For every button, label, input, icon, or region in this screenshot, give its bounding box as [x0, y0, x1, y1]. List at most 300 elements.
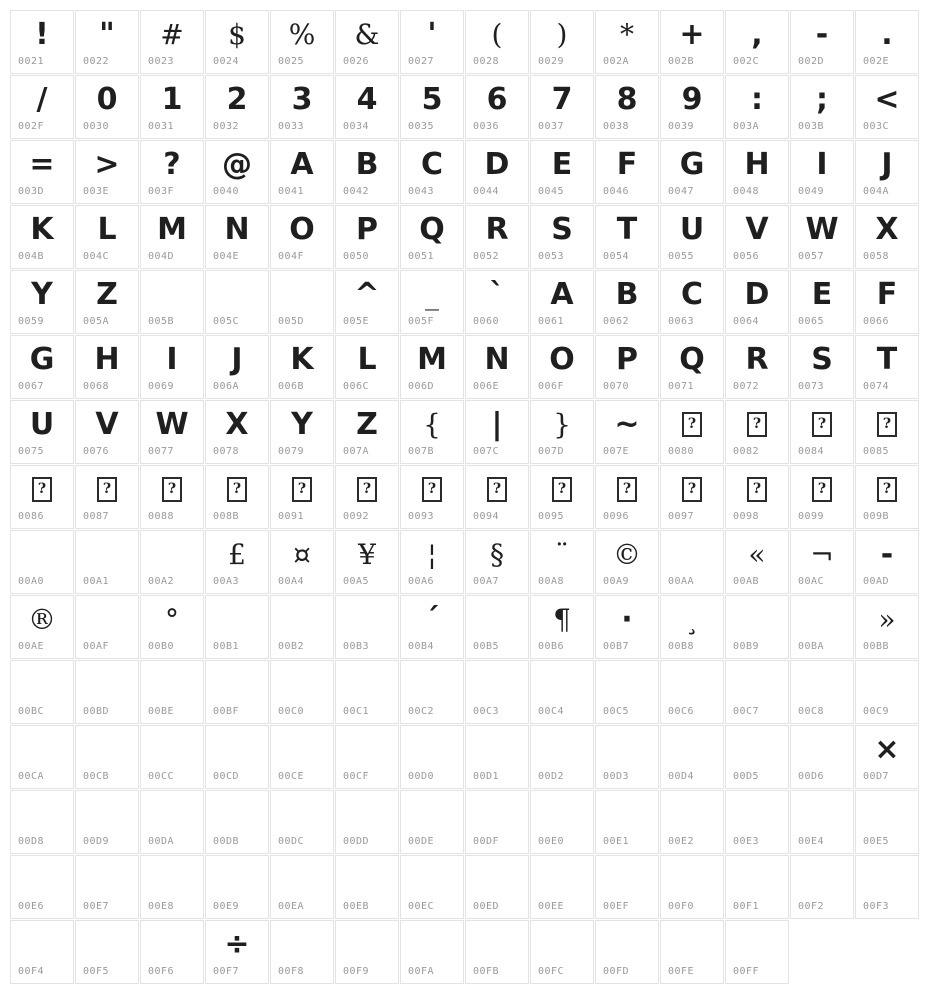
- glyph-cell-006F[interactable]: [530, 335, 594, 399]
- glyph-cell-0052[interactable]: [465, 205, 529, 269]
- glyph-cell-0036[interactable]: [465, 75, 529, 139]
- glyph-cell-00A7[interactable]: [465, 530, 529, 594]
- glyph: G: [29, 342, 55, 377]
- code-label: 00CF: [343, 771, 370, 782]
- glyph-cell-0099[interactable]: [790, 465, 854, 529]
- glyph-cell-009B[interactable]: [855, 465, 919, 529]
- code-label: 00F1: [733, 901, 760, 912]
- glyph-cell-007B[interactable]: [400, 400, 464, 464]
- glyph-cell-00AB[interactable]: [725, 530, 789, 594]
- glyph-cell-00E3[interactable]: [725, 790, 789, 854]
- glyph-cell-0025[interactable]: [270, 10, 334, 74]
- glyph-cell-00D6[interactable]: [790, 725, 854, 789]
- glyph-cell-00BE[interactable]: [140, 660, 204, 724]
- glyph-cell-00C0[interactable]: [270, 660, 334, 724]
- glyph-cell-0091[interactable]: [270, 465, 334, 529]
- glyph-cell-0035[interactable]: [400, 75, 464, 139]
- code-label: 0063: [668, 316, 695, 327]
- glyph-cell-00D3[interactable]: [595, 725, 659, 789]
- glyph-cell-00F6[interactable]: [140, 920, 204, 984]
- glyph: B: [615, 277, 639, 312]
- glyph-cell-00C9[interactable]: [855, 660, 919, 724]
- glyph-cell-00CB[interactable]: [75, 725, 139, 789]
- glyph-cell-002F[interactable]: [10, 75, 74, 139]
- glyph: %: [288, 18, 316, 51]
- glyph-cell-0065[interactable]: [790, 270, 854, 334]
- glyph-cell-00DE[interactable]: [400, 790, 464, 854]
- code-label: 003A: [733, 121, 760, 132]
- code-label: 00CD: [213, 771, 240, 782]
- glyph-cell-00CE[interactable]: [270, 725, 334, 789]
- glyph-cell-00FD[interactable]: [595, 920, 659, 984]
- code-label: 0086: [18, 511, 45, 522]
- glyph-cell-0072[interactable]: [725, 335, 789, 399]
- glyph-cell-0046[interactable]: [595, 140, 659, 204]
- glyph-cell-0063[interactable]: [660, 270, 724, 334]
- glyph-cell-0051[interactable]: [400, 205, 464, 269]
- code-label: 0045: [538, 186, 565, 197]
- glyph-cell-0031[interactable]: [140, 75, 204, 139]
- glyph-cell-00B0[interactable]: [140, 595, 204, 659]
- glyph-cell-008B[interactable]: [205, 465, 269, 529]
- glyph-cell-0060[interactable]: [465, 270, 529, 334]
- glyph-cell-00B9[interactable]: [725, 595, 789, 659]
- glyph-cell-00C4[interactable]: [530, 660, 594, 724]
- glyph: G: [679, 147, 705, 182]
- glyph-cell-0076[interactable]: [75, 400, 139, 464]
- glyph: ©: [613, 538, 641, 571]
- code-label: 0033: [278, 121, 305, 132]
- glyph-cell-00A5[interactable]: [335, 530, 399, 594]
- glyph-cell-0088[interactable]: [140, 465, 204, 529]
- glyph-cell-005B[interactable]: [140, 270, 204, 334]
- glyph: I: [816, 147, 828, 182]
- glyph-cell-00CD[interactable]: [205, 725, 269, 789]
- glyph-cell-0073[interactable]: [790, 335, 854, 399]
- glyph-cell-0077[interactable]: [140, 400, 204, 464]
- glyph-cell-00FE[interactable]: [660, 920, 724, 984]
- glyph-cell-00FB[interactable]: [465, 920, 529, 984]
- glyph-cell-00EE[interactable]: [530, 855, 594, 919]
- code-label: 00CB: [83, 771, 110, 782]
- glyph-cell-003D[interactable]: [10, 140, 74, 204]
- code-label: 00C2: [408, 706, 435, 717]
- glyph-cell-00E8[interactable]: [140, 855, 204, 919]
- glyph-cell-00AE[interactable]: [10, 595, 74, 659]
- glyph-cell-0053[interactable]: [530, 205, 594, 269]
- glyph-cell-002D[interactable]: [790, 10, 854, 74]
- glyph: <: [874, 82, 900, 117]
- glyph-cell-007A[interactable]: [335, 400, 399, 464]
- glyph-cell-0094[interactable]: [465, 465, 529, 529]
- glyph-cell-00D5[interactable]: [725, 725, 789, 789]
- glyph-cell-0086[interactable]: [10, 465, 74, 529]
- glyph-cell-00D4[interactable]: [660, 725, 724, 789]
- glyph-cell-00F9[interactable]: [335, 920, 399, 984]
- glyph-cell-0039[interactable]: [660, 75, 724, 139]
- code-label: 005F: [408, 316, 435, 327]
- code-label: 003C: [863, 121, 890, 132]
- glyph-cell-00F7[interactable]: [205, 920, 269, 984]
- glyph-cell-004E[interactable]: [205, 205, 269, 269]
- glyph-cell-0028[interactable]: [465, 10, 529, 74]
- glyph-cell-00D8[interactable]: [10, 790, 74, 854]
- glyph: ¤: [293, 538, 311, 571]
- code-label: 0028: [473, 56, 500, 67]
- glyph-cell-00C7[interactable]: [725, 660, 789, 724]
- glyph-cell-00AD[interactable]: [855, 530, 919, 594]
- glyph-cell-00BA[interactable]: [790, 595, 854, 659]
- glyph-cell-003A[interactable]: [725, 75, 789, 139]
- glyph: ÷: [224, 927, 250, 962]
- glyph-cell-0074[interactable]: [855, 335, 919, 399]
- glyph-cell-0048[interactable]: [725, 140, 789, 204]
- glyph-cell-00EC[interactable]: [400, 855, 464, 919]
- glyph-cell-0049[interactable]: [790, 140, 854, 204]
- glyph: T: [876, 342, 898, 377]
- glyph-cell-002E[interactable]: [855, 10, 919, 74]
- code-label: 00D2: [538, 771, 565, 782]
- code-label: 0053: [538, 251, 565, 262]
- glyph-cell-002A[interactable]: [595, 10, 659, 74]
- glyph-cell-0066[interactable]: [855, 270, 919, 334]
- glyph-cell-004F[interactable]: [270, 205, 334, 269]
- glyph-cell-00F2[interactable]: [790, 855, 854, 919]
- glyph-cell-00D2[interactable]: [530, 725, 594, 789]
- glyph: 0: [96, 82, 118, 117]
- glyph: E: [551, 147, 573, 182]
- code-label: 0074: [863, 381, 890, 392]
- glyph-cell-00E1[interactable]: [595, 790, 659, 854]
- code-label: 0056: [733, 251, 760, 262]
- glyph: O: [289, 212, 315, 247]
- glyph-cell-0047[interactable]: [660, 140, 724, 204]
- glyph-cell-0038[interactable]: [595, 75, 659, 139]
- glyph-cell-00A2[interactable]: [140, 530, 204, 594]
- code-label: 0092: [343, 511, 370, 522]
- glyph-cell-00DD[interactable]: [335, 790, 399, 854]
- glyph-cell-002B[interactable]: [660, 10, 724, 74]
- glyph-cell-00FC[interactable]: [530, 920, 594, 984]
- glyph: J: [231, 342, 243, 377]
- glyph-cell-00AC[interactable]: [790, 530, 854, 594]
- glyph-cell-0058[interactable]: [855, 205, 919, 269]
- code-label: 0042: [343, 186, 370, 197]
- glyph-cell-0069[interactable]: [140, 335, 204, 399]
- glyph-cell-003C[interactable]: [855, 75, 919, 139]
- glyph-cell-005D[interactable]: [270, 270, 334, 334]
- glyph-cell-00B6[interactable]: [530, 595, 594, 659]
- glyph-cell-0082[interactable]: [725, 400, 789, 464]
- glyph-cell-0029[interactable]: [530, 10, 594, 74]
- glyph-cell-00E0[interactable]: [530, 790, 594, 854]
- code-label: 004B: [18, 251, 45, 262]
- code-label: 00AC: [798, 576, 825, 587]
- code-label: 0068: [83, 381, 110, 392]
- glyph-cell-0050[interactable]: [335, 205, 399, 269]
- glyph: /: [36, 82, 48, 117]
- code-label: 0038: [603, 121, 630, 132]
- code-label: 0095: [538, 511, 565, 522]
- glyph-cell-00E9[interactable]: [205, 855, 269, 919]
- glyph-cell-00A6[interactable]: [400, 530, 464, 594]
- glyph: ¦: [427, 538, 437, 571]
- glyph-cell-00DF[interactable]: [465, 790, 529, 854]
- glyph-cell-0075[interactable]: [10, 400, 74, 464]
- glyph-cell-0080[interactable]: [660, 400, 724, 464]
- glyph-cell-00C5[interactable]: [595, 660, 659, 724]
- glyph-cell-0078[interactable]: [205, 400, 269, 464]
- glyph-cell-006E[interactable]: [465, 335, 529, 399]
- glyph-cell-00F8[interactable]: [270, 920, 334, 984]
- glyph-cell-0023[interactable]: [140, 10, 204, 74]
- glyph-cell-0093[interactable]: [400, 465, 464, 529]
- glyph-cell-00AA[interactable]: [660, 530, 724, 594]
- glyph: 3: [291, 82, 313, 117]
- notdef-box-glyph: ?: [812, 477, 832, 502]
- code-label: 0027: [408, 56, 435, 67]
- glyph-cell-00E6[interactable]: [10, 855, 74, 919]
- glyph-cell-0096[interactable]: [595, 465, 659, 529]
- glyph-cell-0059[interactable]: [10, 270, 74, 334]
- glyph-cell-00F0[interactable]: [660, 855, 724, 919]
- glyph-cell-004B[interactable]: [10, 205, 74, 269]
- glyph-cell-005A[interactable]: [75, 270, 139, 334]
- glyph-cell-00B3[interactable]: [335, 595, 399, 659]
- glyph-cell-0092[interactable]: [335, 465, 399, 529]
- glyph-cell-003B[interactable]: [790, 75, 854, 139]
- glyph-cell-00BC[interactable]: [10, 660, 74, 724]
- code-label: 00DD: [343, 836, 370, 847]
- code-label: 00A7: [473, 576, 500, 587]
- glyph-cell-006A[interactable]: [205, 335, 269, 399]
- code-label: 0064: [733, 316, 760, 327]
- notdef-box-glyph: ?: [162, 477, 182, 502]
- glyph-cell-00B2[interactable]: [270, 595, 334, 659]
- notdef-box-glyph: ?: [877, 477, 897, 502]
- glyph-cell-00B4[interactable]: [400, 595, 464, 659]
- glyph: U: [29, 407, 55, 442]
- glyph-cell-00B1[interactable]: [205, 595, 269, 659]
- glyph-cell-0079[interactable]: [270, 400, 334, 464]
- glyph-cell-0087[interactable]: [75, 465, 139, 529]
- glyph-cell-00E2[interactable]: [660, 790, 724, 854]
- glyph-cell-00E4[interactable]: [790, 790, 854, 854]
- glyph: M: [157, 212, 187, 247]
- glyph-cell-00FA[interactable]: [400, 920, 464, 984]
- glyph-cell-00C8[interactable]: [790, 660, 854, 724]
- glyph: ¥: [358, 538, 376, 571]
- glyph: «: [748, 538, 766, 571]
- glyph-cell-005C[interactable]: [205, 270, 269, 334]
- glyph-cell-0045[interactable]: [530, 140, 594, 204]
- glyph-cell-0034[interactable]: [335, 75, 399, 139]
- code-label: 0054: [603, 251, 630, 262]
- glyph-cell-007D[interactable]: [530, 400, 594, 464]
- glyph-cell-0024[interactable]: [205, 10, 269, 74]
- glyph-cell-006D[interactable]: [400, 335, 464, 399]
- glyph-cell-00F3[interactable]: [855, 855, 919, 919]
- glyph-cell-0042[interactable]: [335, 140, 399, 204]
- glyph: ¬: [810, 538, 834, 571]
- glyph-cell-006C[interactable]: [335, 335, 399, 399]
- code-label: 00C8: [798, 706, 825, 717]
- glyph-cell-0026[interactable]: [335, 10, 399, 74]
- code-label: 00C7: [733, 706, 760, 717]
- glyph-cell-0033[interactable]: [270, 75, 334, 139]
- glyph-cell-0068[interactable]: [75, 335, 139, 399]
- code-label: 00C6: [668, 706, 695, 717]
- glyph-cell-0098[interactable]: [725, 465, 789, 529]
- glyph-cell-00DA[interactable]: [140, 790, 204, 854]
- code-label: 006E: [473, 381, 500, 392]
- glyph: E: [811, 277, 833, 312]
- glyph-cell-00A4[interactable]: [270, 530, 334, 594]
- code-label: 00EB: [343, 901, 370, 912]
- glyph-cell-00B7[interactable]: [595, 595, 659, 659]
- glyph: Y: [31, 277, 53, 312]
- glyph-cell-0056[interactable]: [725, 205, 789, 269]
- glyph-cell-00B5[interactable]: [465, 595, 529, 659]
- glyph-cell-0043[interactable]: [400, 140, 464, 204]
- code-label: 0078: [213, 446, 240, 457]
- glyph-cell-00D0[interactable]: [400, 725, 464, 789]
- glyph-cell-0070[interactable]: [595, 335, 659, 399]
- code-label: 00B8: [668, 641, 695, 652]
- glyph-cell-00C3[interactable]: [465, 660, 529, 724]
- glyph-cell-0021[interactable]: [10, 10, 74, 74]
- glyph: .: [881, 17, 893, 52]
- glyph-cell-007E[interactable]: [595, 400, 659, 464]
- glyph: C: [420, 147, 444, 182]
- code-label: 0072: [733, 381, 760, 392]
- code-label: 0099: [798, 511, 825, 522]
- glyph-cell-0061[interactable]: [530, 270, 594, 334]
- glyph-cell-005E[interactable]: [335, 270, 399, 334]
- glyph-cell-007C[interactable]: [465, 400, 529, 464]
- glyph-cell-0062[interactable]: [595, 270, 659, 334]
- glyph-cell-00CA[interactable]: [10, 725, 74, 789]
- code-label: 0071: [668, 381, 695, 392]
- code-label: 00B6: [538, 641, 565, 652]
- code-label: 0097: [668, 511, 695, 522]
- glyph-cell-00D9[interactable]: [75, 790, 139, 854]
- notdef-box-glyph: ?: [32, 477, 52, 502]
- glyph-cell-00A8[interactable]: [530, 530, 594, 594]
- glyph-cell-00EB[interactable]: [335, 855, 399, 919]
- glyph-cell-00F1[interactable]: [725, 855, 789, 919]
- code-label: 007C: [473, 446, 500, 457]
- glyph-cell-00BD[interactable]: [75, 660, 139, 724]
- glyph-cell-00E5[interactable]: [855, 790, 919, 854]
- glyph-cell-00AF[interactable]: [75, 595, 139, 659]
- glyph-cell-0037[interactable]: [530, 75, 594, 139]
- glyph-cell-00B8[interactable]: [660, 595, 724, 659]
- glyph-cell-0085[interactable]: [855, 400, 919, 464]
- glyph-cell-0022[interactable]: [75, 10, 139, 74]
- glyph-cell-0027[interactable]: [400, 10, 464, 74]
- glyph-cell-00A1[interactable]: [75, 530, 139, 594]
- glyph-cell-00FF[interactable]: [725, 920, 789, 984]
- code-label: 007A: [343, 446, 370, 457]
- glyph-cell-0032[interactable]: [205, 75, 269, 139]
- code-label: 004C: [83, 251, 110, 262]
- code-label: 00D1: [473, 771, 500, 782]
- glyph-cell-004A[interactable]: [855, 140, 919, 204]
- glyph-cell-0095[interactable]: [530, 465, 594, 529]
- glyph-cell-00EF[interactable]: [595, 855, 659, 919]
- glyph-cell-00A0[interactable]: [10, 530, 74, 594]
- glyph-cell-0041[interactable]: [270, 140, 334, 204]
- glyph-cell-0054[interactable]: [595, 205, 659, 269]
- glyph-cell-00D7[interactable]: [855, 725, 919, 789]
- glyph-cell-00DB[interactable]: [205, 790, 269, 854]
- glyph-cell-006B[interactable]: [270, 335, 334, 399]
- glyph: Q: [679, 342, 705, 377]
- glyph-cell-00C2[interactable]: [400, 660, 464, 724]
- glyph-cell-0067[interactable]: [10, 335, 74, 399]
- glyph-cell-003F[interactable]: [140, 140, 204, 204]
- glyph-cell-00A3[interactable]: [205, 530, 269, 594]
- glyph-cell-00D1[interactable]: [465, 725, 529, 789]
- code-label: 0080: [668, 446, 695, 457]
- glyph-cell-0071[interactable]: [660, 335, 724, 399]
- glyph-cell-0040[interactable]: [205, 140, 269, 204]
- glyph-cell-00EA[interactable]: [270, 855, 334, 919]
- code-label: 0034: [343, 121, 370, 132]
- glyph-cell-0030[interactable]: [75, 75, 139, 139]
- glyph: D: [744, 277, 770, 312]
- glyph-cell-00A9[interactable]: [595, 530, 659, 594]
- glyph: 7: [551, 82, 573, 117]
- glyph-cell-002C[interactable]: [725, 10, 789, 74]
- code-label: 00DA: [148, 836, 175, 847]
- code-label: 0088: [148, 511, 175, 522]
- glyph-cell-004D[interactable]: [140, 205, 204, 269]
- glyph-cell-0064[interactable]: [725, 270, 789, 334]
- glyph: N: [484, 342, 510, 377]
- glyph-cell-00F4[interactable]: [10, 920, 74, 984]
- glyph-cell-00E7[interactable]: [75, 855, 139, 919]
- glyph-cell-0044[interactable]: [465, 140, 529, 204]
- glyph-cell-004C[interactable]: [75, 205, 139, 269]
- glyph-cell-0055[interactable]: [660, 205, 724, 269]
- glyph-cell-00CF[interactable]: [335, 725, 399, 789]
- code-label: 00EF: [603, 901, 630, 912]
- glyph: W: [155, 407, 189, 442]
- glyph-cell-003E[interactable]: [75, 140, 139, 204]
- glyph-cell-00DC[interactable]: [270, 790, 334, 854]
- code-label: 0084: [798, 446, 825, 457]
- glyph-cell-005F[interactable]: [400, 270, 464, 334]
- glyph-cell-0084[interactable]: [790, 400, 854, 464]
- glyph-cell-00CC[interactable]: [140, 725, 204, 789]
- code-label: 005D: [278, 316, 305, 327]
- code-label: 003F: [148, 186, 175, 197]
- glyph: ,: [751, 17, 763, 52]
- glyph-cell-00BF[interactable]: [205, 660, 269, 724]
- glyph-cell-0097[interactable]: [660, 465, 724, 529]
- glyph-cell-00F5[interactable]: [75, 920, 139, 984]
- glyph-cell-00C6[interactable]: [660, 660, 724, 724]
- code-label: 00B9: [733, 641, 760, 652]
- glyph-cell-0057[interactable]: [790, 205, 854, 269]
- glyph-cell-00BB[interactable]: [855, 595, 919, 659]
- glyph-cell-00ED[interactable]: [465, 855, 529, 919]
- code-label: 0077: [148, 446, 175, 457]
- code-label: 0026: [343, 56, 370, 67]
- glyph-cell-00C1[interactable]: [335, 660, 399, 724]
